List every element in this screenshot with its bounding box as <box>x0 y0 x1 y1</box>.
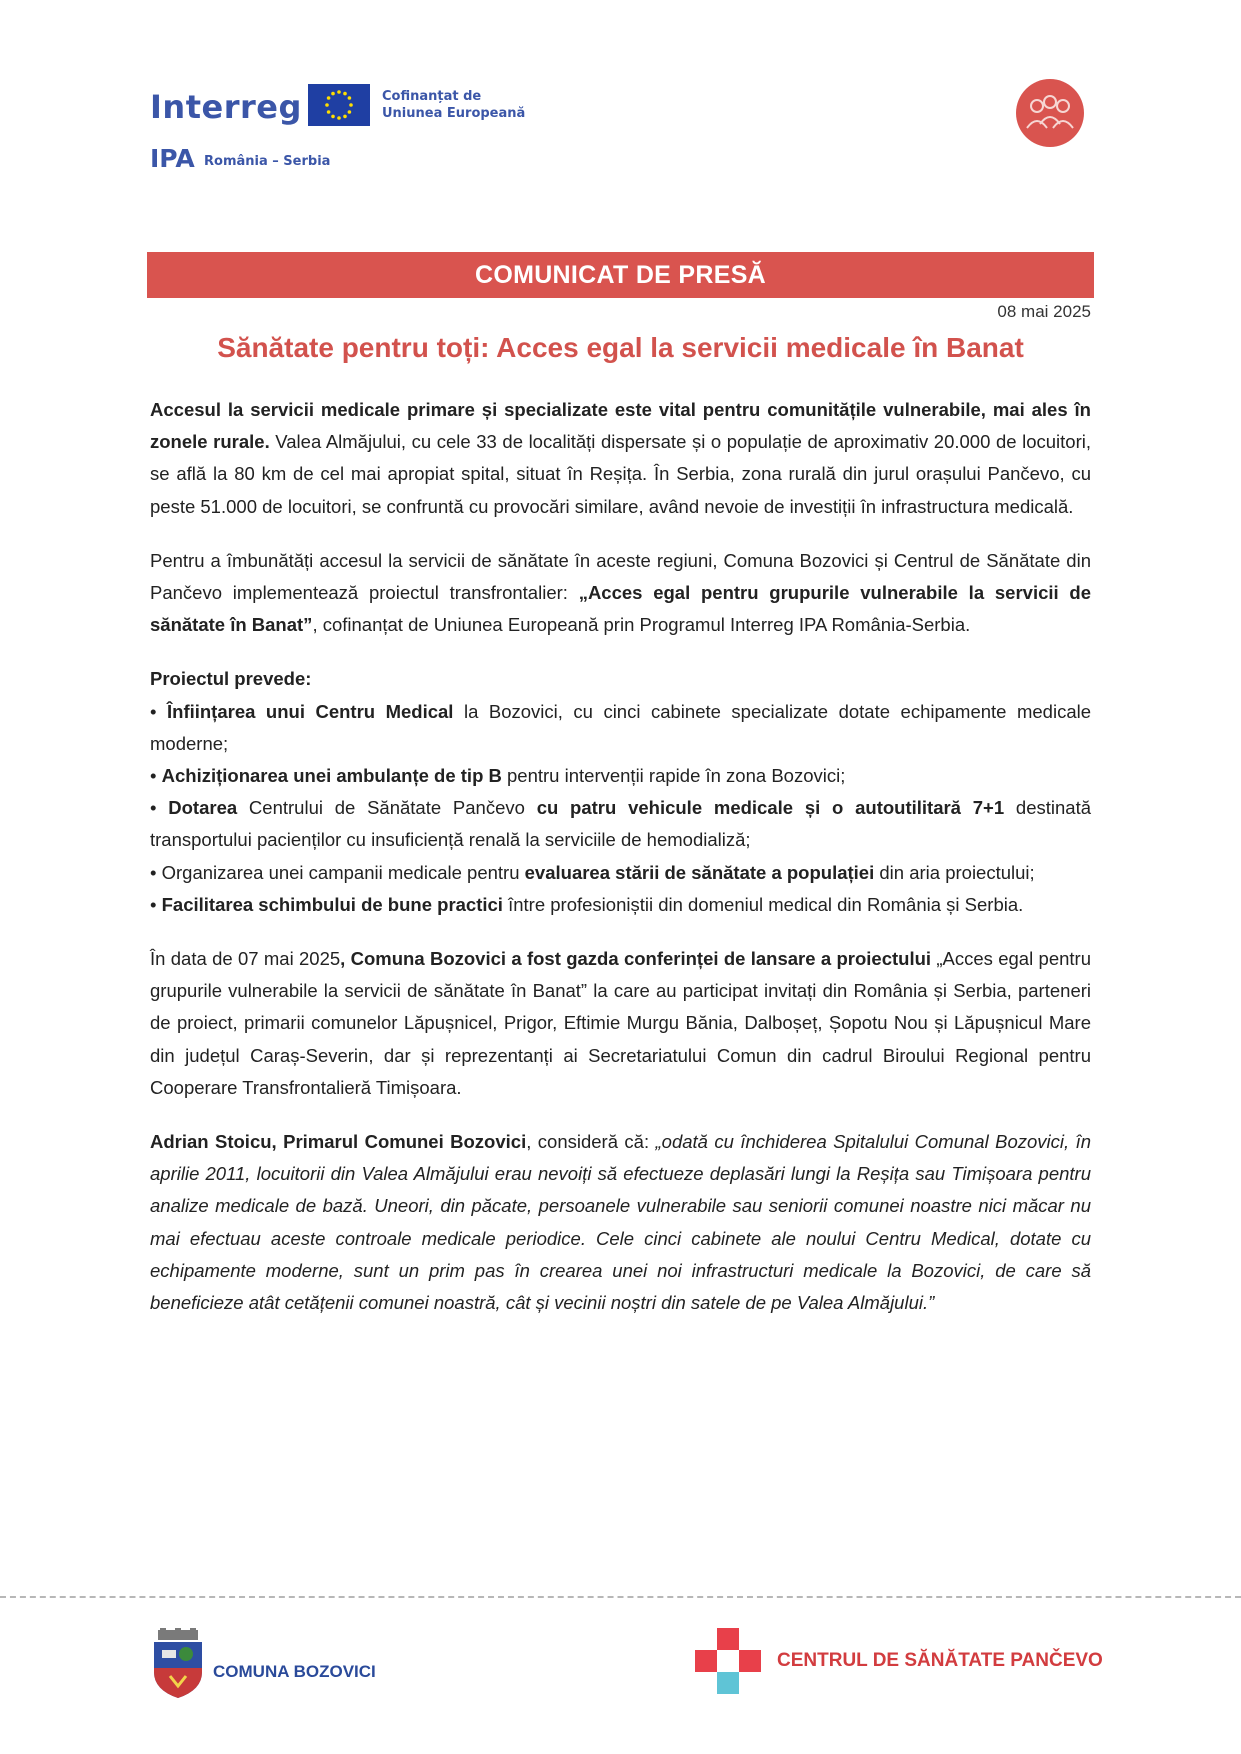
project-title: „Acces egal pentru grupurile vulnerabile la servicii de sănătate în Banat” <box>150 582 1092 636</box>
project-provisions-list <box>150 663 1091 921</box>
intro-bold: Accesul la servicii medicale primare și specializate este vital pentru comunitățile vulnerabile, mai ales în zonele rurale. <box>150 399 1091 453</box>
item5-text: între profesioniștii din domeniul medical din România și Serbia. <box>502 893 1024 915</box>
item2-bold: Achiziționarea unei ambulanțe de tip B <box>161 765 502 787</box>
item3-bold1: Dotarea <box>168 797 238 819</box>
list-item <box>150 696 1091 760</box>
press-release-banner <box>147 252 1094 298</box>
item4-text2: din aria proiectului; <box>874 861 1035 883</box>
project-people-logo-icon <box>1015 78 1085 148</box>
mayor-quote-paragraph <box>150 1126 1091 1319</box>
item1-bold: Înființarea unui Centru Medical <box>167 700 454 722</box>
item5-bold: Facilitarea schimbului de bune practici <box>161 893 503 915</box>
project-paragraph <box>150 545 1091 642</box>
p2-text-a: Pentru a îmbunătăți accesul la servicii de sănătate în aceste regiuni, Comuna Bozovici și Centrul de Sănătate din Pančevo implementează proiectul transfrontalier: <box>150 549 1091 604</box>
interreg-logo-text: Interreg <box>150 88 302 126</box>
pancevo-label: CENTRUL DE SĂNĂTATE PANČEVO <box>777 1650 1103 1671</box>
eu-cofinance-caption <box>382 88 525 122</box>
release-date: 08 mai 2025 <box>997 302 1091 321</box>
bozovici-coat-of-arms-icon <box>150 1628 206 1700</box>
item2-text: pentru intervenții rapide în zona Bozovici; <box>501 765 846 787</box>
intro-rest: Valea Almăjului, cu cele 33 de localități dispersate și o populație de aproximativ 20.000 de locuitori, se află la 80 km de cel mai apropiat spital, situat în Reșița. În Serbia, zona rurală din jurul orașului Pančevo, cu peste 51.000 de locuitori, se confruntă cu provocări similare, având nevoie de investiții în infrastructura medicală. <box>150 431 1092 517</box>
bullet: • <box>150 700 157 722</box>
medical-cross-icon <box>695 1628 761 1694</box>
footer-divider <box>0 1596 1241 1598</box>
bozovici-label: COMUNA BOZOVICI <box>213 1662 376 1681</box>
list-heading <box>150 663 1091 695</box>
item3-text2: destinată transportului pacienților cu insuficiență renală la serviciile de hemodializă; <box>150 797 1091 851</box>
quote-lead: , consideră că: <box>526 1131 656 1153</box>
article-body <box>150 394 1091 1341</box>
eu-caption-line2: Uniunea Europeană <box>382 106 526 121</box>
quote-text: „odată cu închiderea Spitalului Comunal Bozovici, în aprilie 2011, locuitorii din Valea Almăjului erau nevoiți să efectueze deplasări lungi la Reșița sau Timișoara pentru analize medicale de bază. Uneori, din păcate, persoanele vulnerabile sau seniorii comunei noastre nici măcar nu mai efectuau aceste controale medicale periodice. Cele cinci cabinete ale noului Centru Medical, dotate cu echipamente moderne, sunt un prim pas în crearea unei noi infrastructuri medicale la Bozovici, de care să beneficieze atât cetățenii comunei noastră, cât și vecinii noștri din satele de pe Valea Almăjului.” <box>150 1131 1091 1314</box>
item3-bold2: cu patru vehicule medicale și o autoutilitară 7+1 <box>536 797 1005 819</box>
item4-bold: evaluarea stării de sănătate a populației <box>524 861 875 883</box>
item3-text1: Centrului de Sănătate Pančevo <box>237 797 537 819</box>
list-item <box>150 857 1091 889</box>
banner-title: COMUNICAT DE PRESĂ <box>474 261 767 289</box>
list-heading-text: Proiectul prevede: <box>150 668 312 690</box>
eu-caption-line1: Cofinanțat de <box>382 89 482 104</box>
p4-text: „Acces egal pentru grupurile vulnerabile la servicii de sănătate în Banat” la care au participat invitați din România și Serbia, parteneri de proiect, primarii comunelor Lăpușnicel, Prigor, Eftimie Murgu Bănia, Dalboșeț, Șopotu Nou și Lăpușnicul Mare din județul Caraș-Severin, dar și reprezentanți ai Secretariatului Comun din cadrul Biroului Regional pentru Cooperare Transfrontalieră Timișoara. <box>150 948 1091 1098</box>
item1-text: la Bozovici, cu cinci cabinete specializate dotate echipamente medicale moderne; <box>150 700 1092 754</box>
ipa-caption: România – Serbia <box>204 154 331 169</box>
launch-conference-paragraph <box>150 943 1091 1104</box>
list-item <box>150 792 1091 856</box>
ipa-logo-text: IPA <box>150 144 195 173</box>
quote-speaker: Adrian Stoicu, Primarul Comunei Bozovici <box>150 1131 527 1153</box>
item4-text1: Organizarea unei campanii medicale pentru <box>161 861 525 883</box>
p4-bold: , Comuna Bozovici a fost gazda conferinței de lansare a proiectului <box>340 948 932 970</box>
eu-flag-icon <box>308 84 370 126</box>
headline: Sănătate pentru toți: Acces egal la servicii medicale în Banat <box>217 332 1024 363</box>
bullet: • <box>150 765 157 787</box>
bullet: • <box>150 861 157 883</box>
list-item <box>150 760 1091 792</box>
bullet: • <box>150 797 157 819</box>
bullet: • <box>150 893 157 915</box>
list-item <box>150 889 1091 921</box>
p4-date: În data de 07 mai 2025 <box>150 948 341 970</box>
intro-paragraph <box>150 394 1091 523</box>
p2-text-c: , cofinanțat de Uniunea Europeană prin Programul Interreg IPA România-Serbia. <box>312 614 971 636</box>
